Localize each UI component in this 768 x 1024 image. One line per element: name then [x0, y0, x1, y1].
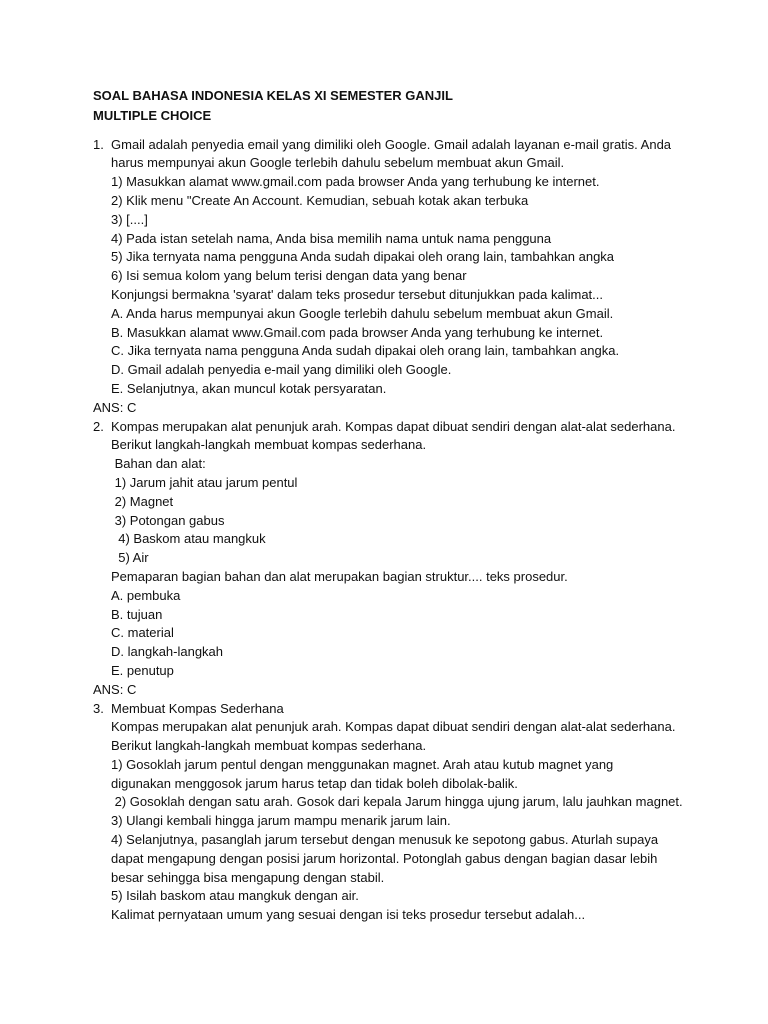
question-line: 3) [....]: [111, 211, 148, 227]
question-line: B. Masukkan alamat www.Gmail.com pada browser Anda yang terhubung ke internet.: [111, 324, 604, 340]
question-line: 4) Pada istan setelah nama, Anda bisa memilih nama untuk nama pengguna: [111, 230, 552, 246]
question-item: [93, 700, 693, 926]
question-line: Bahan dan alat:: [111, 456, 206, 472]
question-line: Kompas merupakan alat penunjuk arah. Kompas dapat dibuat sendiri dengan alat-alat sederhana.: [111, 719, 676, 735]
question-item: [93, 136, 693, 399]
question-line: 5) Air: [111, 550, 149, 566]
question-line: 2) Magnet: [111, 493, 174, 509]
question-line: 3) Potongan gabus: [111, 512, 225, 528]
question-line: digunakan menggosok jarum harus tetap dan tidak boleh dibolak-balik.: [111, 775, 518, 791]
question-line: Kompas merupakan alat penunjuk arah. Kompas dapat dibuat sendiri dengan alat-alat sederhana.: [111, 418, 676, 434]
question-line: 6) Isi semua kolom yang belum terisi dengan data yang benar: [111, 268, 467, 284]
question-line: 5) Jika ternyata nama pengguna Anda sudah dipakai oleh orang lain, tambahkan angka: [111, 249, 615, 265]
question-line: Berikut langkah-langkah membuat kompas sederhana.: [111, 437, 427, 453]
question-line: 4) Baskom atau mangkuk: [111, 531, 266, 547]
question-number: 1.: [93, 136, 104, 152]
question-list: [93, 136, 693, 925]
question-line: 2) Klik menu "Create An Account. Kemudian, sebuah kotak akan terbuka: [111, 192, 529, 208]
document-title: SOAL BAHASA INDONESIA KELAS XI SEMESTER GANJIL: [93, 88, 453, 103]
question-line: 3) Ulangi kembali hingga jarum mampu menarik jarum lain.: [111, 813, 451, 829]
question-line: A. Anda harus mempunyai akun Google terlebih dahulu sebelum membuat akun Gmail.: [111, 305, 614, 321]
question-line: D. langkah-langkah: [111, 644, 224, 660]
question-line: 1) Jarum jahit atau jarum pentul: [111, 474, 298, 490]
question-body: [111, 136, 693, 399]
question-line: dapat mengapung dengan posisi jarum horizontal. Potonglah gabus dengan bagian dasar lebih: [111, 850, 658, 866]
question-line: E. Selanjutnya, akan muncul kotak persyaratan.: [111, 380, 387, 396]
question-line: 2) Gosoklah dengan satu arah. Gosok dari kepala Jarum hingga ujung jarum, lalu jauhkan magnet.: [111, 794, 683, 810]
question-line: Kalimat pernyataan umum yang sesuai dengan isi teks prosedur tersebut adalah...: [111, 907, 586, 923]
document-subtitle: MULTIPLE CHOICE: [93, 107, 212, 123]
question-line: besar sehingga bisa mengapung dengan stabil.: [111, 869, 385, 885]
question-number: 2.: [93, 418, 104, 434]
question-line: D. Gmail adalah penyedia e-mail yang dimiliki oleh Google.: [111, 362, 452, 378]
question-line: Membuat Kompas Sederhana: [111, 700, 284, 716]
question-line: 1) Gosoklah jarum pentul dengan menggunakan magnet. Arah atau kutub magnet yang: [111, 756, 614, 772]
question-line: harus mempunyai akun Google terlebih dahulu sebelum membuat akun Gmail.: [111, 155, 565, 171]
question-body: [111, 700, 693, 926]
question-line: Konjungsi bermakna 'syarat' dalam teks prosedur tersebut ditunjukkan pada kalimat...: [111, 286, 604, 302]
question-line: E. penutup: [111, 662, 174, 678]
question-item: [93, 418, 693, 681]
question-line: 5) Isilah baskom atau mangkuk dengan air.: [111, 888, 359, 904]
question-line: C. Jika ternyata nama pengguna Anda sudah dipakai oleh orang lain, tambahkan angka.: [111, 343, 620, 359]
question-line: Gmail adalah penyedia email yang dimiliki oleh Google. Gmail adalah layanan e-mail gratis. Anda: [111, 136, 672, 152]
question-line: C. material: [111, 625, 174, 641]
question-line: 4) Selanjutnya, pasanglah jarum tersebut dengan menusuk ke sepotong gabus. Aturlah supaya: [111, 832, 659, 848]
question-line: A. pembuka: [111, 587, 181, 603]
question-line: 1) Masukkan alamat www.gmail.com pada browser Anda yang terhubung ke internet.: [111, 174, 600, 190]
document-content: [93, 87, 693, 925]
answer-key: ANS: C: [93, 681, 137, 697]
question-body: [111, 418, 693, 681]
question-line: Pemaparan bagian bahan dan alat merupakan bagian struktur.... teks prosedur.: [111, 568, 568, 584]
answer-key: ANS: C: [93, 399, 137, 415]
question-line: B. tujuan: [111, 606, 163, 622]
question-line: Berikut langkah-langkah membuat kompas sederhana.: [111, 738, 427, 754]
question-number: 3.: [93, 700, 104, 716]
